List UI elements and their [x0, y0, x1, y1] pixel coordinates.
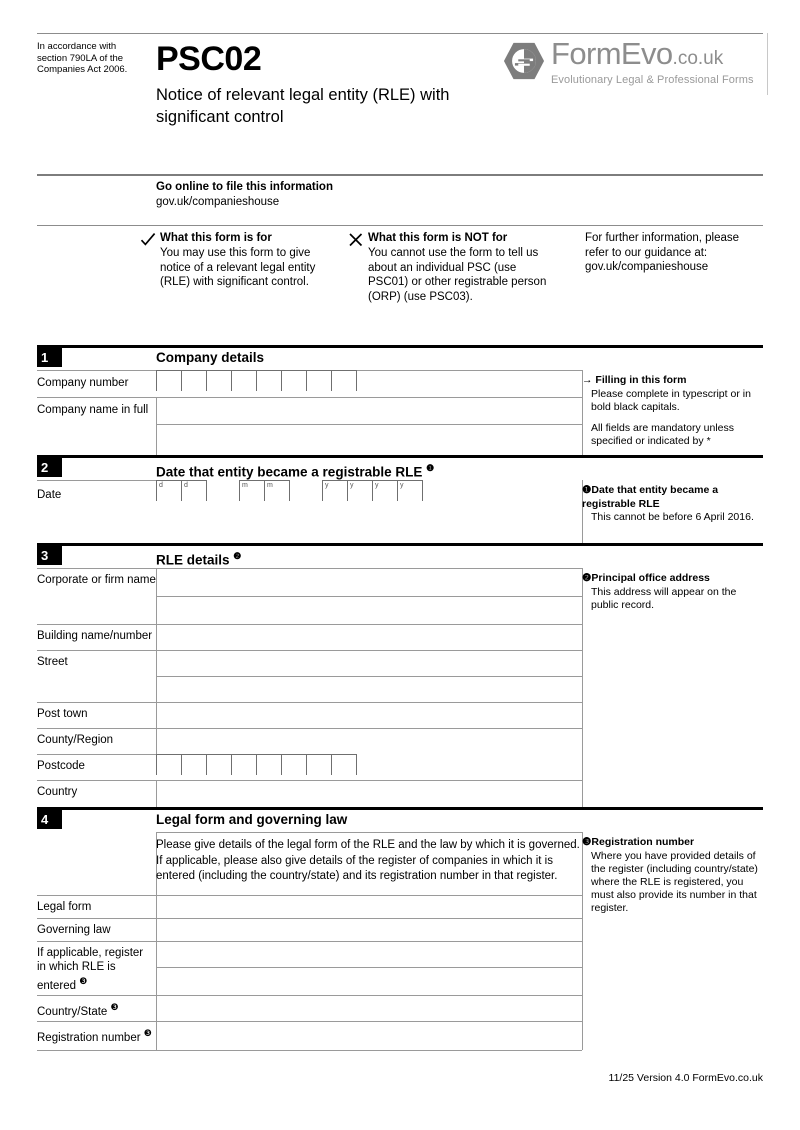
year-caption: y	[375, 482, 379, 489]
formevo-wordmark	[551, 36, 723, 77]
accordance-note: In accordance with section 790LA of the Companies Act 2006.	[37, 41, 128, 75]
section2-header	[37, 455, 763, 480]
company-number-label: Company number	[37, 377, 129, 389]
year-caption: y	[350, 482, 354, 489]
day-box[interactable]	[156, 480, 181, 501]
postcode-input[interactable]	[156, 754, 357, 775]
post-town-label: Post town	[37, 708, 88, 720]
section1-guidance-heading	[582, 374, 763, 388]
day-box[interactable]	[181, 480, 206, 501]
go-online-top-rule	[37, 174, 763, 176]
form-code: PSC02	[156, 40, 262, 78]
section2-body	[37, 480, 763, 546]
note-2-icon: ❷	[582, 572, 592, 584]
section2-guidance-heading	[582, 484, 763, 511]
footer-version: 11/25 Version 4.0 FormEvo.co.uk	[608, 1072, 763, 1084]
go-online-url[interactable]: gov.uk/companieshouse	[156, 196, 280, 208]
section-date-registrable	[37, 455, 763, 543]
tick-icon	[140, 232, 156, 248]
section4-body	[37, 832, 763, 1068]
building-label: Building name/number	[37, 630, 153, 642]
formevo-name: FormEvo	[551, 36, 673, 71]
note-3-icon: ❸	[110, 1002, 119, 1012]
section2-guidance	[582, 484, 763, 524]
section4-guidance	[582, 836, 763, 915]
header-top-rule	[37, 33, 763, 34]
section-rle-details	[37, 543, 763, 807]
section1-guidance-para2: All fields are mandatory unless specified or indicated by *	[591, 421, 734, 447]
month-caption: m	[267, 482, 273, 489]
notfor-heading: What this form is NOT for	[368, 232, 508, 244]
section1-guidance-heading-text: Filling in this form	[595, 374, 687, 386]
section3-guidance	[582, 572, 763, 612]
section3-title-text: RLE details	[156, 552, 230, 568]
formevo-hex-icon	[503, 40, 545, 82]
section4-title: Legal form and governing law	[156, 812, 348, 827]
section2-number: 2	[37, 458, 62, 477]
company-number-box[interactable]	[331, 370, 356, 391]
section4-number: 4	[37, 810, 62, 829]
registration-number-label	[37, 1026, 156, 1045]
postcode-box[interactable]	[281, 754, 306, 775]
formevo-tld: .co.uk	[672, 48, 724, 69]
section3-guidance-heading	[582, 572, 763, 586]
form-title: Notice of relevant legal entity (RLE) with significant control	[156, 86, 450, 126]
governing-law-label: Governing law	[37, 924, 111, 936]
header-right-divider	[767, 33, 768, 95]
year-box[interactable]	[347, 480, 372, 501]
section4-guidance-heading-text: Registration number	[591, 836, 695, 848]
street-label: Street	[37, 656, 68, 668]
what-form-is-for	[140, 231, 325, 290]
section3-guidance-body: This address will appear on the public record.	[591, 585, 737, 611]
date-label: Date	[37, 489, 62, 501]
year-box[interactable]	[322, 480, 347, 501]
postcode-label: Postcode	[37, 760, 85, 772]
month-box[interactable]	[264, 480, 289, 501]
postcode-box[interactable]	[156, 754, 181, 775]
day-caption: d	[184, 482, 188, 489]
further-information	[585, 231, 760, 275]
date-year-input[interactable]	[322, 480, 423, 501]
postcode-box[interactable]	[331, 754, 356, 775]
company-number-box[interactable]	[231, 370, 256, 391]
registration-number-label-text: Registration number	[37, 1031, 141, 1044]
for-heading: What this form is for	[160, 232, 272, 244]
day-caption: d	[159, 482, 163, 489]
formevo-tagline: Evolutionary Legal & Professional Forms	[551, 74, 754, 86]
company-number-box[interactable]	[281, 370, 306, 391]
country-state-label	[37, 1000, 156, 1019]
section2-note-marker: ❶	[426, 463, 435, 473]
company-number-input[interactable]	[156, 370, 357, 391]
note-3-icon: ❸	[582, 836, 592, 848]
company-number-box[interactable]	[306, 370, 331, 391]
company-number-box[interactable]	[156, 370, 181, 391]
section2-title-text: Date that entity became a registrable RLE	[156, 464, 423, 480]
register-entered-label-text: If applicable, register in which RLE is entered	[37, 947, 144, 992]
country-state-label-text: Country/State	[37, 1005, 108, 1018]
notfor-body: You cannot use the form to tell us about an individual PSC (use PSC01) or other registrable person (ORP) (use PSC03).	[368, 247, 547, 303]
purpose-top-rule	[37, 225, 763, 226]
date-month-input[interactable]	[239, 480, 290, 501]
section1-header	[37, 345, 763, 370]
what-form-is-not-for	[348, 231, 548, 304]
month-caption: m	[242, 482, 248, 489]
month-box[interactable]	[239, 480, 264, 501]
go-online-heading: Go online to file this information	[156, 181, 333, 193]
section1-guidance	[582, 374, 763, 448]
section1-number: 1	[37, 348, 62, 367]
company-number-box[interactable]	[181, 370, 206, 391]
section-legal-form	[37, 807, 763, 1065]
date-day-input[interactable]	[156, 480, 207, 501]
section3-title	[156, 547, 241, 570]
section1-body	[37, 370, 763, 458]
register-entered-label	[37, 946, 149, 993]
year-caption: y	[400, 482, 404, 489]
section4-instruction: Please give details of the legal form of the RLE and the law by which it is governed. If applicable, please also give details of the register of companies in which it is entered (including the country/state) and its registration number in that register.	[156, 839, 580, 882]
arrow-icon: →	[582, 374, 593, 386]
postcode-box[interactable]	[306, 754, 331, 775]
section3-note-marker: ❷	[233, 551, 242, 561]
section2-guidance-body: This cannot be before 6 April 2016.	[591, 511, 754, 523]
cross-icon	[348, 232, 364, 248]
formevo-logo	[503, 38, 761, 94]
company-name-label: Company name in full	[37, 404, 149, 416]
section-company-details	[37, 345, 763, 455]
year-box[interactable]	[372, 480, 397, 501]
note-3-icon: ❸	[79, 976, 88, 986]
postcode-box[interactable]	[231, 754, 256, 775]
note-3-icon: ❸	[143, 1028, 152, 1038]
country-label: Country	[37, 786, 78, 798]
for-body: You may use this form to give notice of a relevant legal entity (RLE) with significant control.	[160, 247, 316, 288]
postcode-box[interactable]	[181, 754, 206, 775]
postcode-box[interactable]	[256, 754, 281, 775]
postcode-box[interactable]	[206, 754, 231, 775]
section2-title	[156, 459, 434, 482]
company-number-box[interactable]	[256, 370, 281, 391]
section4-guidance-heading	[582, 836, 763, 850]
section4-guidance-body: Where you have provided details of the register (including country/state) where the RLE is registered, you must also provide its number in that register.	[591, 849, 758, 914]
county-region-label: County/Region	[37, 734, 114, 746]
section3-guidance-heading-text: Principal office address	[591, 572, 710, 584]
section1-guidance-para1: Please complete in typescript or in bold black capitals.	[591, 387, 751, 413]
section1-title: Company details	[156, 350, 265, 365]
year-caption: y	[325, 482, 329, 489]
section4-header	[37, 807, 763, 832]
corporate-name-label: Corporate or firm name	[37, 574, 156, 586]
note-1-icon: ❶	[582, 484, 592, 496]
further-information-body: For further information, please refer to our guidance at: gov.uk/companieshouse	[585, 232, 740, 273]
section3-body	[37, 568, 763, 810]
section3-header	[37, 543, 763, 568]
company-number-box[interactable]	[206, 370, 231, 391]
legal-form-label: Legal form	[37, 901, 92, 913]
year-box[interactable]	[397, 480, 422, 501]
section3-number: 3	[37, 546, 62, 565]
section2-guidance-heading-text: Date that entity became a registrable RLE	[582, 484, 719, 510]
